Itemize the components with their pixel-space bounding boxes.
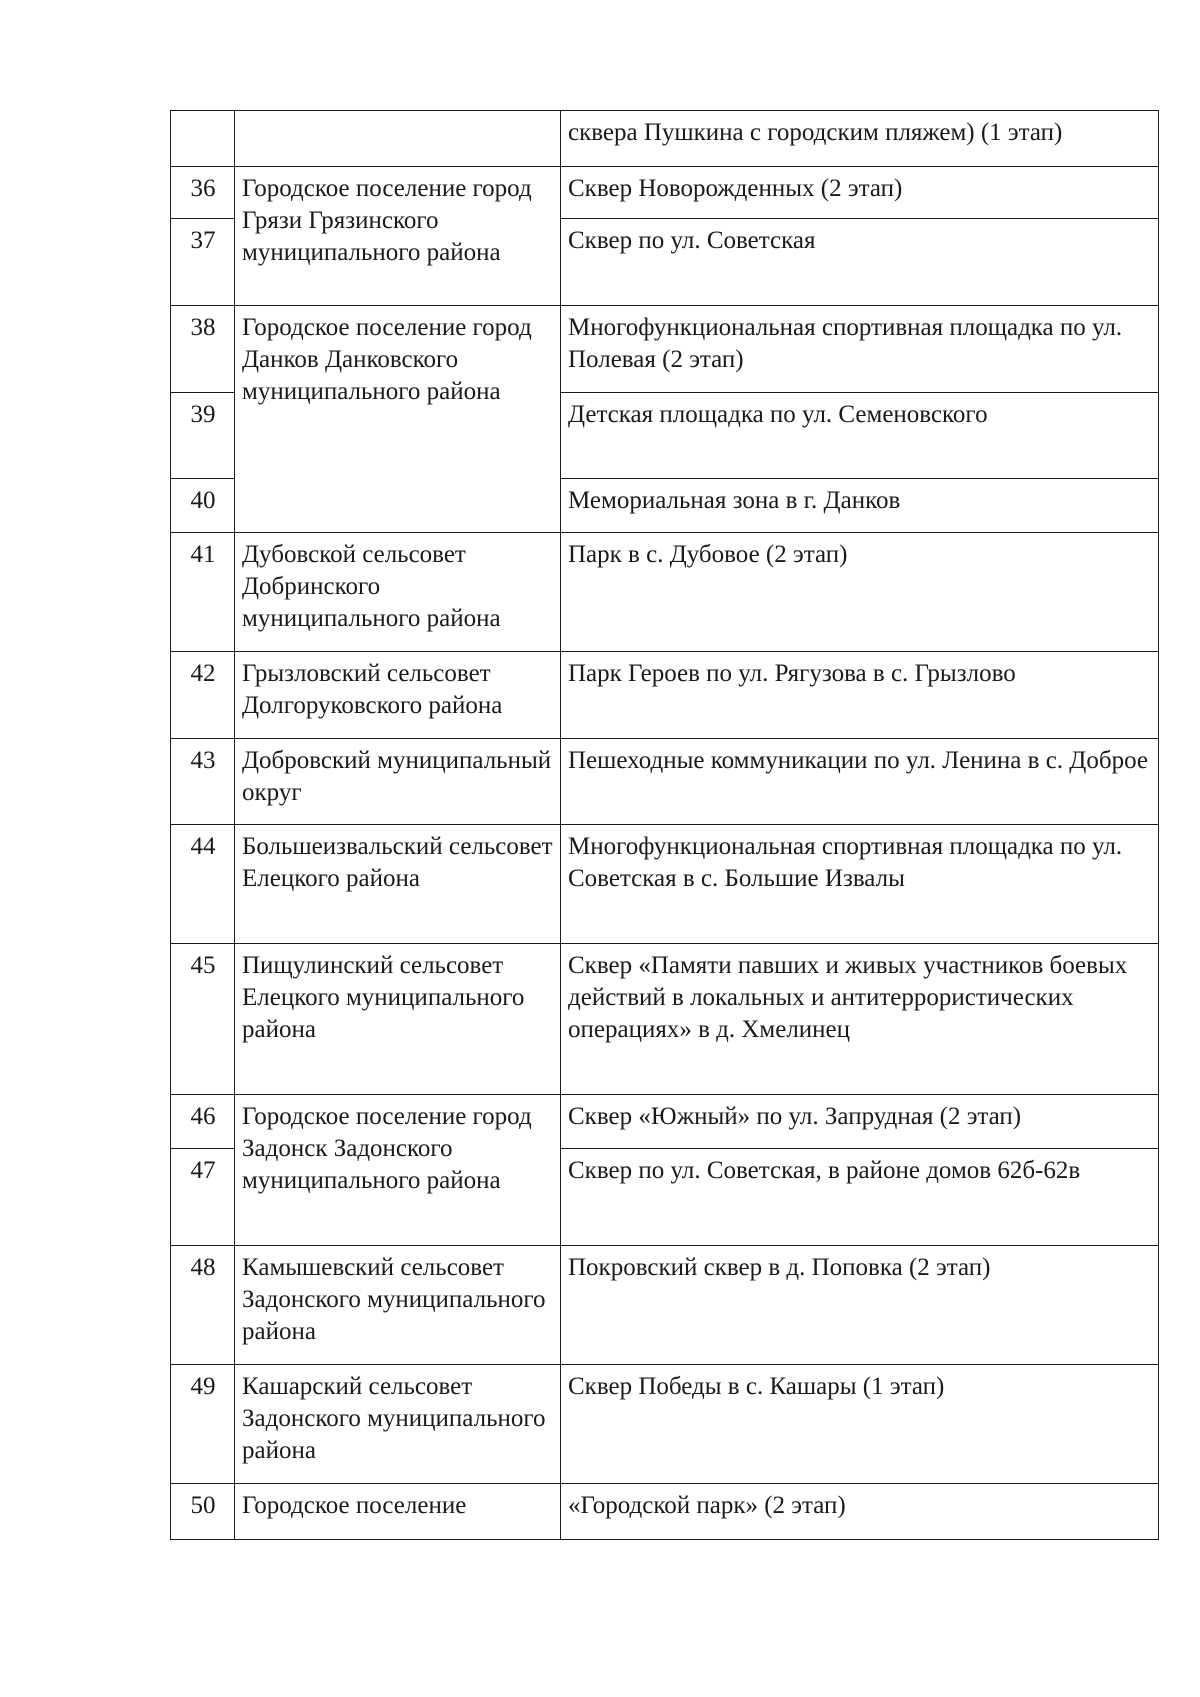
row-number: 42 xyxy=(171,652,235,739)
object-cell: Детская площадка по ул. Семеновского xyxy=(561,393,1159,479)
object-cell: сквера Пушкина с городским пляжем) (1 этап) xyxy=(561,111,1159,167)
municipality-cell: Большеизвальский сельсовет Елецкого района xyxy=(235,825,561,944)
table-row xyxy=(171,167,1159,219)
object-cell: Сквер по ул. Советская xyxy=(561,219,1159,306)
municipality-cell: Дубовской сельсовет Добринского муниципального района xyxy=(235,533,561,652)
municipality-cell: Городское поселение город Грязи Грязинского муниципального района xyxy=(235,167,561,306)
municipality-cell: Пищулинский сельсовет Елецкого муниципального района xyxy=(235,944,561,1095)
row-number: 47 xyxy=(171,1149,235,1246)
table-row xyxy=(171,1246,1159,1365)
object-cell: Сквер Новорожденных (2 этап) xyxy=(561,167,1159,219)
row-number: 37 xyxy=(171,219,235,306)
row-number: 41 xyxy=(171,533,235,652)
table-row xyxy=(171,111,1159,167)
object-cell: Сквер «Южный» по ул. Запрудная (2 этап) xyxy=(561,1095,1159,1149)
table-row xyxy=(171,825,1159,944)
row-number: 36 xyxy=(171,167,235,219)
object-cell: Парк Героев по ул. Рягузова в с. Грызлово xyxy=(561,652,1159,739)
object-cell: Пешеходные коммуникации по ул. Ленина в с. Доброе xyxy=(561,739,1159,825)
municipality-cell: Добровский муниципальный округ xyxy=(235,739,561,825)
object-cell: Покровский сквер в д. Поповка (2 этап) xyxy=(561,1246,1159,1365)
row-number: 40 xyxy=(171,479,235,533)
object-cell: Сквер по ул. Советская, в районе домов 62б-62в xyxy=(561,1149,1159,1246)
row-number: 45 xyxy=(171,944,235,1095)
row-number: 44 xyxy=(171,825,235,944)
object-cell: Мемориальная зона в г. Данков xyxy=(561,479,1159,533)
table-row xyxy=(171,1365,1159,1484)
municipality-cell: Камышевский сельсовет Задонского муниципального района xyxy=(235,1246,561,1365)
table-row xyxy=(171,533,1159,652)
table-row xyxy=(171,739,1159,825)
row-number: 49 xyxy=(171,1365,235,1484)
table-row xyxy=(171,652,1159,739)
projects-table xyxy=(170,110,1159,1540)
row-number: 50 xyxy=(171,1484,235,1540)
table-row xyxy=(171,944,1159,1095)
municipality-cell: Городское поселение город Задонск Задонского муниципального района xyxy=(235,1095,561,1246)
row-number: 48 xyxy=(171,1246,235,1365)
object-cell: Сквер «Памяти павших и живых участников боевых действий в локальных и антитеррористических операциях» в д. Хмелинец xyxy=(561,944,1159,1095)
table-row xyxy=(171,306,1159,393)
row-number: 43 xyxy=(171,739,235,825)
municipality-cell: Городское поселение xyxy=(235,1484,561,1540)
row-number xyxy=(171,111,235,167)
row-number: 46 xyxy=(171,1095,235,1149)
municipality-cell: Грызловский сельсовет Долгоруковского района xyxy=(235,652,561,739)
municipality-cell xyxy=(235,111,561,167)
object-cell: Многофункциональная спортивная площадка по ул. Советская в с. Большие Извалы xyxy=(561,825,1159,944)
municipality-cell: Кашарский сельсовет Задонского муниципального района xyxy=(235,1365,561,1484)
table-row xyxy=(171,1484,1159,1540)
object-cell: Сквер Победы в с. Кашары (1 этап) xyxy=(561,1365,1159,1484)
object-cell: Парк в с. Дубовое (2 этап) xyxy=(561,533,1159,652)
municipality-cell: Городское поселение город Данков Данковского муниципального района xyxy=(235,306,561,533)
row-number: 39 xyxy=(171,393,235,479)
table-row xyxy=(171,1095,1159,1149)
object-cell: Многофункциональная спортивная площадка по ул. Полевая (2 этап) xyxy=(561,306,1159,393)
row-number: 38 xyxy=(171,306,235,393)
object-cell: «Городской парк» (2 этап) xyxy=(561,1484,1159,1540)
